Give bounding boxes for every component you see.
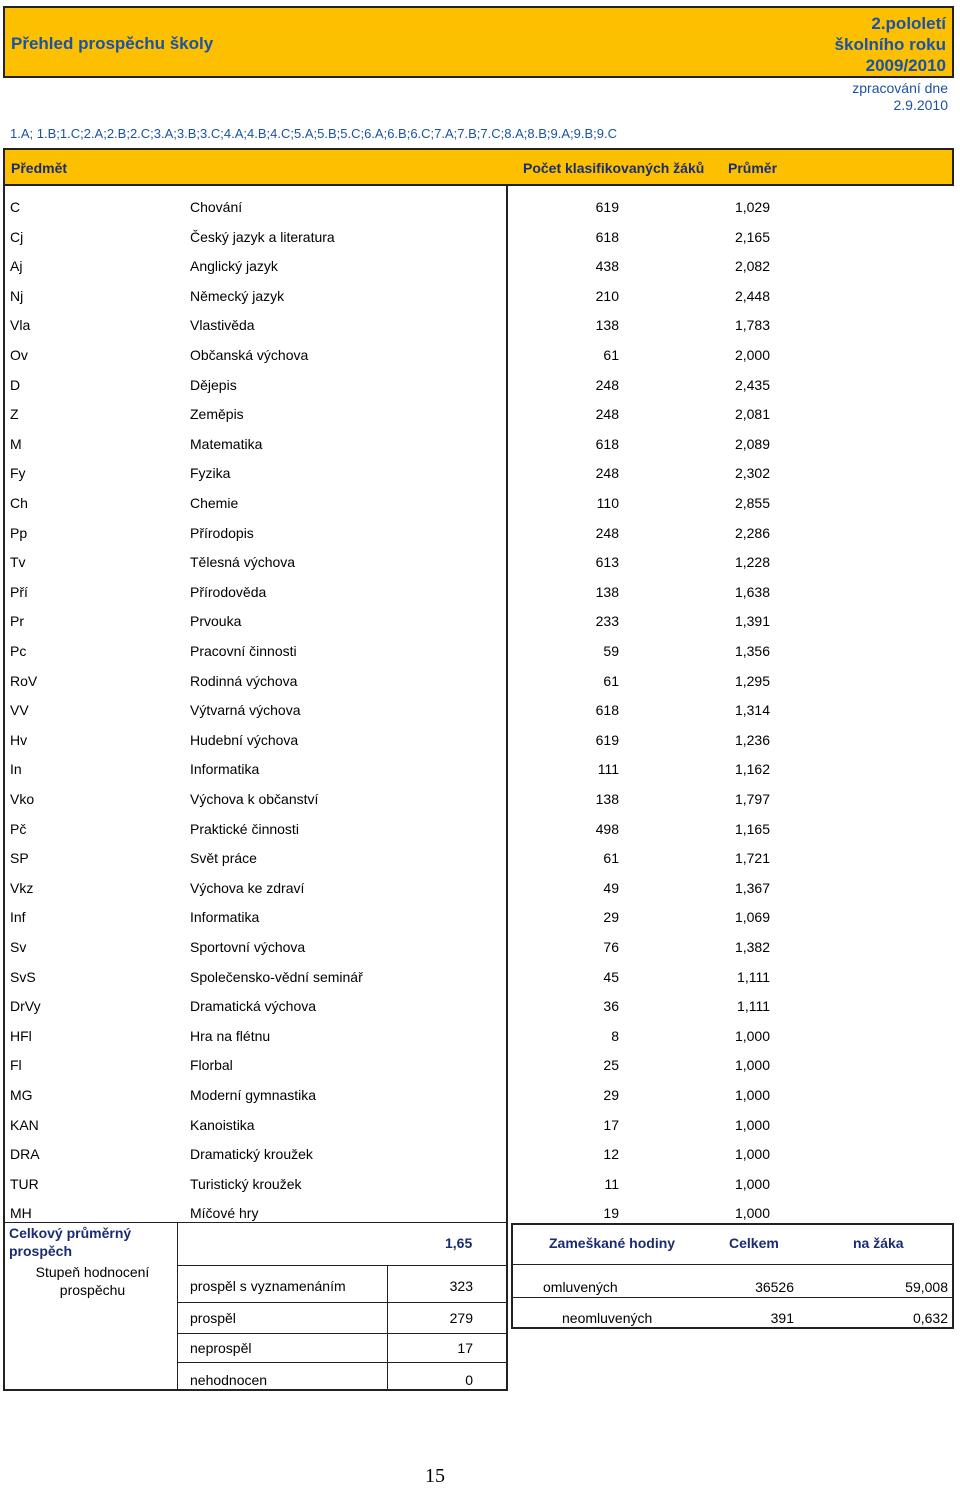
subject-code: Vla: [10, 317, 31, 333]
subject-count: 11: [604, 1176, 619, 1192]
table-row: [0, 1081, 960, 1110]
table-row: [0, 785, 960, 814]
subject-code: KAN: [10, 1117, 39, 1133]
subject-name: Výchova k občanství: [190, 791, 319, 807]
subject-name: Výchova ke zdraví: [190, 880, 305, 896]
subject-name: Fyzika: [190, 465, 231, 481]
subject-code: Ch: [10, 495, 28, 511]
grade-count: 323: [449, 1278, 473, 1294]
subject-code: Pří: [10, 584, 28, 600]
subject-count: 618: [595, 229, 619, 245]
summary-label-divider: [177, 1222, 178, 1391]
subject-average: 2,165: [734, 229, 770, 245]
table-row: [0, 459, 960, 488]
subject-name: Český jazyk a literatura: [190, 229, 335, 245]
table-row: [0, 726, 960, 755]
absence-total: 36526: [755, 1279, 794, 1295]
subject-count: 111: [597, 761, 619, 777]
subject-code: SvS: [10, 969, 36, 985]
subject-code: C: [10, 199, 21, 215]
subject-code: D: [10, 377, 21, 393]
subject-code: Ov: [10, 347, 28, 363]
absence-header-hours: Zameškané hodiny: [549, 1235, 676, 1251]
subject-name: Německý jazyk: [190, 288, 285, 304]
subject-average: 1,356: [734, 643, 770, 659]
subject-count: 12: [603, 1146, 619, 1162]
subject-average: 1,228: [734, 554, 770, 570]
subject-name: Praktické činnosti: [190, 821, 299, 837]
absence-header-total: Celkem: [729, 1235, 779, 1251]
subject-average: 1,000: [734, 1205, 770, 1221]
summary-divider-4: [177, 1362, 508, 1363]
subject-name: Přírodopis: [190, 525, 254, 541]
subject-count: 8: [611, 1028, 619, 1044]
grade-name: prospěl: [190, 1310, 236, 1326]
subject-code: Pč: [10, 821, 27, 837]
subject-average: 2,302: [734, 465, 770, 481]
table-row: [0, 548, 960, 577]
subject-average: 1,295: [734, 673, 770, 689]
table-row: [0, 637, 960, 666]
subject-name: Informatika: [190, 909, 260, 925]
subject-average: 1,029: [734, 199, 770, 215]
subject-count: 138: [595, 584, 619, 600]
subject-name: Výtvarná výchova: [190, 702, 301, 718]
table-row: [0, 1051, 960, 1080]
table-row: [0, 903, 960, 932]
absence-header-divider: [513, 1264, 952, 1265]
subject-code: Nj: [10, 288, 24, 304]
subject-average: 1,000: [734, 1146, 770, 1162]
grade-count: 0: [465, 1372, 473, 1388]
subject-name: Dramatický kroužek: [190, 1146, 313, 1162]
summary-top-divider: [3, 1222, 508, 1223]
subject-average: 2,089: [734, 436, 770, 452]
subject-count: 36: [603, 998, 619, 1014]
overall-average-label-line-2: prospěch: [9, 1243, 73, 1259]
subject-name: Anglický jazyk: [190, 258, 278, 274]
subject-name: Míčové hry: [190, 1205, 259, 1221]
subject-count: 248: [595, 525, 619, 541]
subject-code: In: [10, 761, 22, 777]
subject-code: TUR: [10, 1176, 39, 1192]
table-row: [0, 430, 960, 459]
absence-row-divider: [513, 1297, 952, 1298]
subject-name: Prvouka: [190, 613, 242, 629]
subject-average: 1,391: [734, 613, 770, 629]
subject-count: 613: [595, 554, 619, 570]
subject-name: Společensko-vědní seminář: [190, 969, 363, 985]
table-header: [3, 148, 954, 186]
subject-name: Florbal: [190, 1057, 233, 1073]
subject-count: 45: [603, 969, 619, 985]
grade-count: 17: [457, 1340, 473, 1356]
processed-value: 2.9.2010: [893, 97, 948, 113]
grade-section-label: [10, 1263, 175, 1299]
overall-average-value: 1,65: [445, 1235, 473, 1251]
subject-name: Pracovní činnosti: [190, 643, 297, 659]
subject-name: Kanoistika: [190, 1117, 255, 1133]
table-row: [0, 1022, 960, 1051]
subject-count: 61: [603, 850, 619, 866]
subject-count: 210: [595, 288, 619, 304]
subject-name: Tělesná výchova: [190, 554, 296, 570]
summary-value-divider: [387, 1265, 388, 1391]
subject-name: Hudební výchova: [190, 732, 299, 748]
subject-average: 1,783: [734, 317, 770, 333]
term-info: [835, 13, 946, 76]
grade-section-label-line-1: Stupeň hodnocení: [35, 1264, 150, 1280]
subject-code: Hv: [10, 732, 28, 748]
subject-name: Turistický kroužek: [190, 1176, 302, 1192]
subject-name: Vlastivěda: [190, 317, 255, 333]
grade-name: neprospěl: [190, 1340, 252, 1356]
summary-divider-2: [177, 1302, 508, 1303]
subject-count: 248: [595, 465, 619, 481]
subject-code: SP: [10, 850, 29, 866]
subject-name: Zeměpis: [190, 406, 244, 422]
subject-average: 1,165: [734, 821, 770, 837]
subject-name: Dramatická výchova: [190, 998, 317, 1014]
overall-average-label: [9, 1224, 131, 1260]
absence-header-per-pupil: na žáka: [853, 1235, 904, 1251]
table-row: [0, 282, 960, 311]
subject-average: 1,000: [734, 1176, 770, 1192]
table-row: [0, 371, 960, 400]
processed-date: [852, 80, 948, 114]
subject-average: 1,314: [734, 702, 770, 718]
table-row: [0, 1170, 960, 1199]
report-header: [3, 6, 954, 78]
grade-count: 279: [449, 1310, 473, 1326]
table-row: [0, 667, 960, 696]
term-line-1: 2.pololetí: [871, 14, 946, 33]
subject-code: Vko: [10, 791, 35, 807]
subject-count: 233: [595, 613, 619, 629]
subject-count: 498: [595, 821, 619, 837]
subject-name: Matematika: [190, 436, 263, 452]
subject-average: 2,286: [734, 525, 770, 541]
subject-count: 138: [595, 317, 619, 333]
processed-label: zpracování dne: [852, 80, 948, 96]
absence-per-pupil: 59,008: [905, 1279, 948, 1295]
subject-count: 29: [603, 1087, 619, 1103]
subject-name: Moderní gymnastika: [190, 1087, 317, 1103]
subject-code: Cj: [10, 229, 24, 245]
subject-code: VV: [10, 702, 29, 718]
column-average: Průměr: [728, 160, 778, 176]
table-row: [0, 844, 960, 873]
summary-divider-3: [177, 1333, 508, 1334]
subject-code: Sv: [10, 939, 27, 955]
subject-code: HFl: [10, 1028, 32, 1044]
subject-count: 25: [603, 1057, 619, 1073]
subject-count: 438: [595, 258, 619, 274]
subject-average: 1,367: [734, 880, 770, 896]
subject-average: 1,162: [734, 761, 770, 777]
table-row: [0, 519, 960, 548]
subject-count: 618: [595, 436, 619, 452]
subject-code: Pc: [10, 643, 27, 659]
subject-code: MH: [10, 1205, 32, 1221]
subject-count: 59: [603, 643, 619, 659]
subject-count: 110: [596, 495, 619, 511]
table-row: [0, 1111, 960, 1140]
subject-average: 2,000: [734, 347, 770, 363]
subject-average: 2,855: [734, 495, 770, 511]
table-row: [0, 252, 960, 281]
subject-count: 248: [595, 406, 619, 422]
subject-count: 138: [595, 791, 619, 807]
table-row: [0, 992, 960, 1021]
absence-type: neomluvených: [562, 1310, 653, 1326]
subject-code: MG: [10, 1087, 33, 1103]
term-line-3: 2009/2010: [865, 56, 946, 75]
subject-average: 1,721: [734, 850, 770, 866]
subject-count: 29: [603, 909, 619, 925]
subject-count: 61: [603, 347, 619, 363]
column-count: Počet klasifikovaných žáků: [523, 160, 705, 176]
column-subject: Předmět: [11, 160, 68, 176]
subject-average: 1,069: [734, 909, 770, 925]
subject-count: 61: [603, 673, 619, 689]
subject-average: 2,448: [734, 288, 770, 304]
subject-code: Fl: [10, 1057, 22, 1073]
subject-name: Sportovní výchova: [190, 939, 306, 955]
table-row: [0, 1140, 960, 1169]
subject-code: Pp: [10, 525, 28, 541]
subject-code: RoV: [10, 673, 38, 689]
subject-count: 49: [603, 880, 619, 896]
subject-code: Tv: [10, 554, 26, 570]
table-row: [0, 578, 960, 607]
subject-average: 1,000: [734, 1087, 770, 1103]
class-list: 1.A; 1.B;1.C;2.A;2.B;2.C;3.A;3.B;3.C;4.A;4.B;4.C;5.A;5.B;5.C;6.A;6.B;6.C;7.A;7.B;7.C;8.A;8.B;9.A;9.B;9.C: [10, 126, 617, 141]
subject-average: 1,638: [734, 584, 770, 600]
report-title: Přehled prospěchu školy: [11, 34, 214, 53]
subject-code: Inf: [10, 909, 26, 925]
table-row: [0, 489, 960, 518]
absence-table: [511, 1223, 954, 1329]
table-row: [0, 815, 960, 844]
subject-name: Informatika: [190, 761, 260, 777]
table-row: [0, 933, 960, 962]
grade-name: nehodnocen: [190, 1372, 268, 1388]
subject-code: Pr: [10, 613, 24, 629]
table-row: [0, 400, 960, 429]
subject-name: Svět práce: [190, 850, 257, 866]
subject-average: 1,000: [734, 1028, 770, 1044]
subject-count: 76: [603, 939, 619, 955]
subject-code: Aj: [10, 258, 23, 274]
subject-name: Chemie: [190, 495, 239, 511]
subject-name: Dějepis: [190, 377, 237, 393]
subject-name: Občanská výchova: [190, 347, 309, 363]
subject-code: Z: [10, 406, 19, 422]
subject-average: 1,000: [734, 1057, 770, 1073]
subject-average: 1,111: [737, 969, 770, 985]
table-row: [0, 223, 960, 252]
subject-average: 2,082: [734, 258, 770, 274]
subject-average: 1,382: [734, 939, 770, 955]
subject-name: Hra na flétnu: [190, 1028, 271, 1044]
term-line-2: školního roku: [834, 35, 946, 54]
table-row: [0, 963, 960, 992]
subject-name: Rodinná výchova: [190, 673, 298, 689]
subject-count: 17: [603, 1117, 619, 1133]
table-row: [0, 755, 960, 784]
subject-count: 19: [603, 1205, 619, 1221]
summary-divider-1: [177, 1265, 508, 1266]
subject-code: M: [10, 436, 22, 452]
subject-code: Vkz: [10, 880, 34, 896]
absence-per-pupil: 0,632: [912, 1310, 948, 1326]
table-row: [0, 341, 960, 370]
subject-name: Přírodověda: [190, 584, 267, 600]
table-row: [0, 607, 960, 636]
absence-total: 391: [770, 1310, 794, 1326]
subject-average: 2,435: [734, 377, 770, 393]
grade-name: prospěl s vyznamenáním: [190, 1278, 346, 1294]
table-row: [0, 874, 960, 903]
subject-code: DrVy: [10, 998, 41, 1014]
subject-name: Chování: [190, 199, 243, 215]
subject-code: DRA: [10, 1146, 40, 1162]
grade-section-label-line-2: prospěchu: [59, 1282, 126, 1298]
subject-count: 619: [595, 732, 619, 748]
subject-average: 1,000: [734, 1117, 770, 1133]
page-number: 15: [425, 1465, 445, 1487]
table-row: [0, 311, 960, 340]
subject-count: 618: [595, 702, 619, 718]
table-row: [0, 193, 960, 222]
table-row: [0, 696, 960, 725]
subject-count: 619: [595, 199, 619, 215]
absence-type: omluvených: [543, 1279, 618, 1295]
subject-average: 1,236: [734, 732, 770, 748]
subject-average: 1,111: [737, 998, 770, 1014]
subject-average: 2,081: [734, 406, 770, 422]
overall-average-label-line-1: Celkový průměrný: [9, 1225, 132, 1241]
subject-code: Fy: [10, 465, 26, 481]
subject-count: 248: [595, 377, 619, 393]
subject-average: 1,797: [734, 791, 770, 807]
